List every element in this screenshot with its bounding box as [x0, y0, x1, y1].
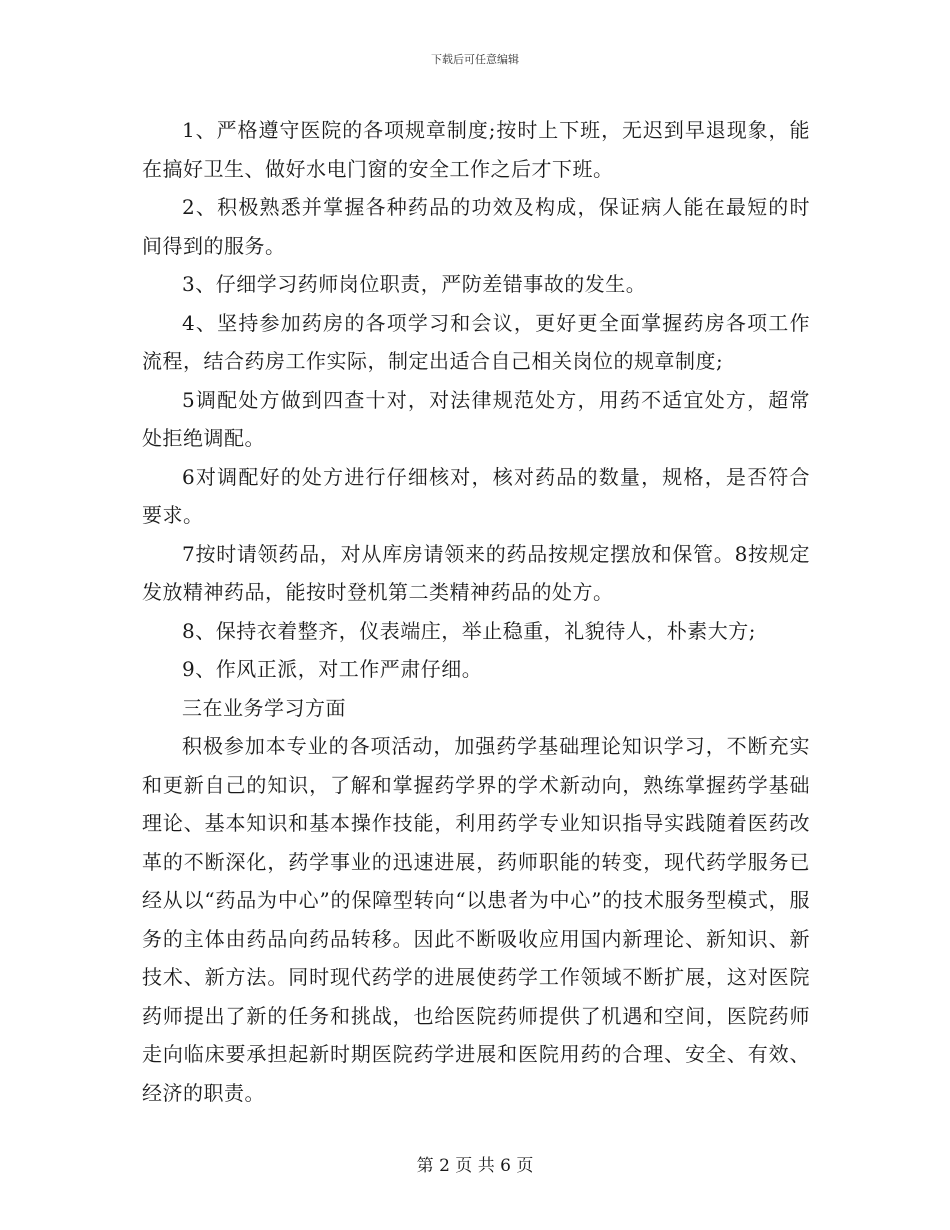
paragraph: 8、保持衣着整齐，仪表端庄，举止稳重，礼貌待人，朴素大方;: [182, 618, 756, 643]
paragraph: 6对调配好的处方进行仔细核对，核对药品的数量，规格，是否符合要求。: [142, 464, 810, 527]
page-number: 第 2 页 共 6 页: [416, 1156, 534, 1176]
paragraph: 4、坚持参加药房的各项学习和会议，更好更全面掌握药房各项工作流程，结合药房工作实际，制定出适合自己相关岗位的规章制度;: [142, 310, 810, 373]
document-body: [142, 111, 810, 1112]
paragraph: 7按时请领药品，对从库房请领来的药品按规定摆放和保管。8按规定发放精神药品，能按时登机第二类精神药品的处方。: [142, 541, 810, 604]
paragraph: 5调配处方做到四查十对，对法律规范处方，用药不适宜处方，超常处拒绝调配。: [142, 387, 810, 450]
paragraph: 2、积极熟悉并掌握各种药品的功效及构成，保证病人能在最短的时间得到的服务。: [142, 195, 810, 258]
page-footer: [0, 1155, 950, 1177]
paragraph: 9、作风正派，对工作严肃仔细。: [182, 657, 483, 681]
paragraph: 1、严格遵守医院的各项规章制度;按时上下班，无迟到早退现象，能在搞好卫生、做好水电门窗的安全工作之后才下班。: [142, 118, 810, 181]
paragraph: 3、仔细学习药师岗位职责，严防差错事故的发生。: [182, 272, 647, 296]
paragraph: 积极参加本专业的各项活动，加强药学基础理论知识学习，不断充实和更新自己的知识，了解和掌握药学界的学术新动向，熟练掌握药学基础理论、基本知识和基本操作技能，利用药学专业知识指导实践随着医药改革的不断深化，药学事业的迅速进展，药师职能的转变，现代药学服务已经从以“药品为中心”的保障型转向“以患者为中心”的技术服务型模式，服务的主体由药品向药品转移。因此不断吸收应用国内新理论、新知识、新技术、新方法。同时现代药学的进展使药学工作领域不断扩展，这对医院药师提出了新的任务和挑战，也给医院药师提供了机遇和空间，医院药师走向临床要承担起新时期医院药学进展和医院用药的合理、安全、有效、经济的职责。: [142, 734, 810, 1105]
page-header: 下载后可任意编辑: [431, 53, 519, 66]
section-heading: 三在业务学习方面: [182, 695, 346, 720]
